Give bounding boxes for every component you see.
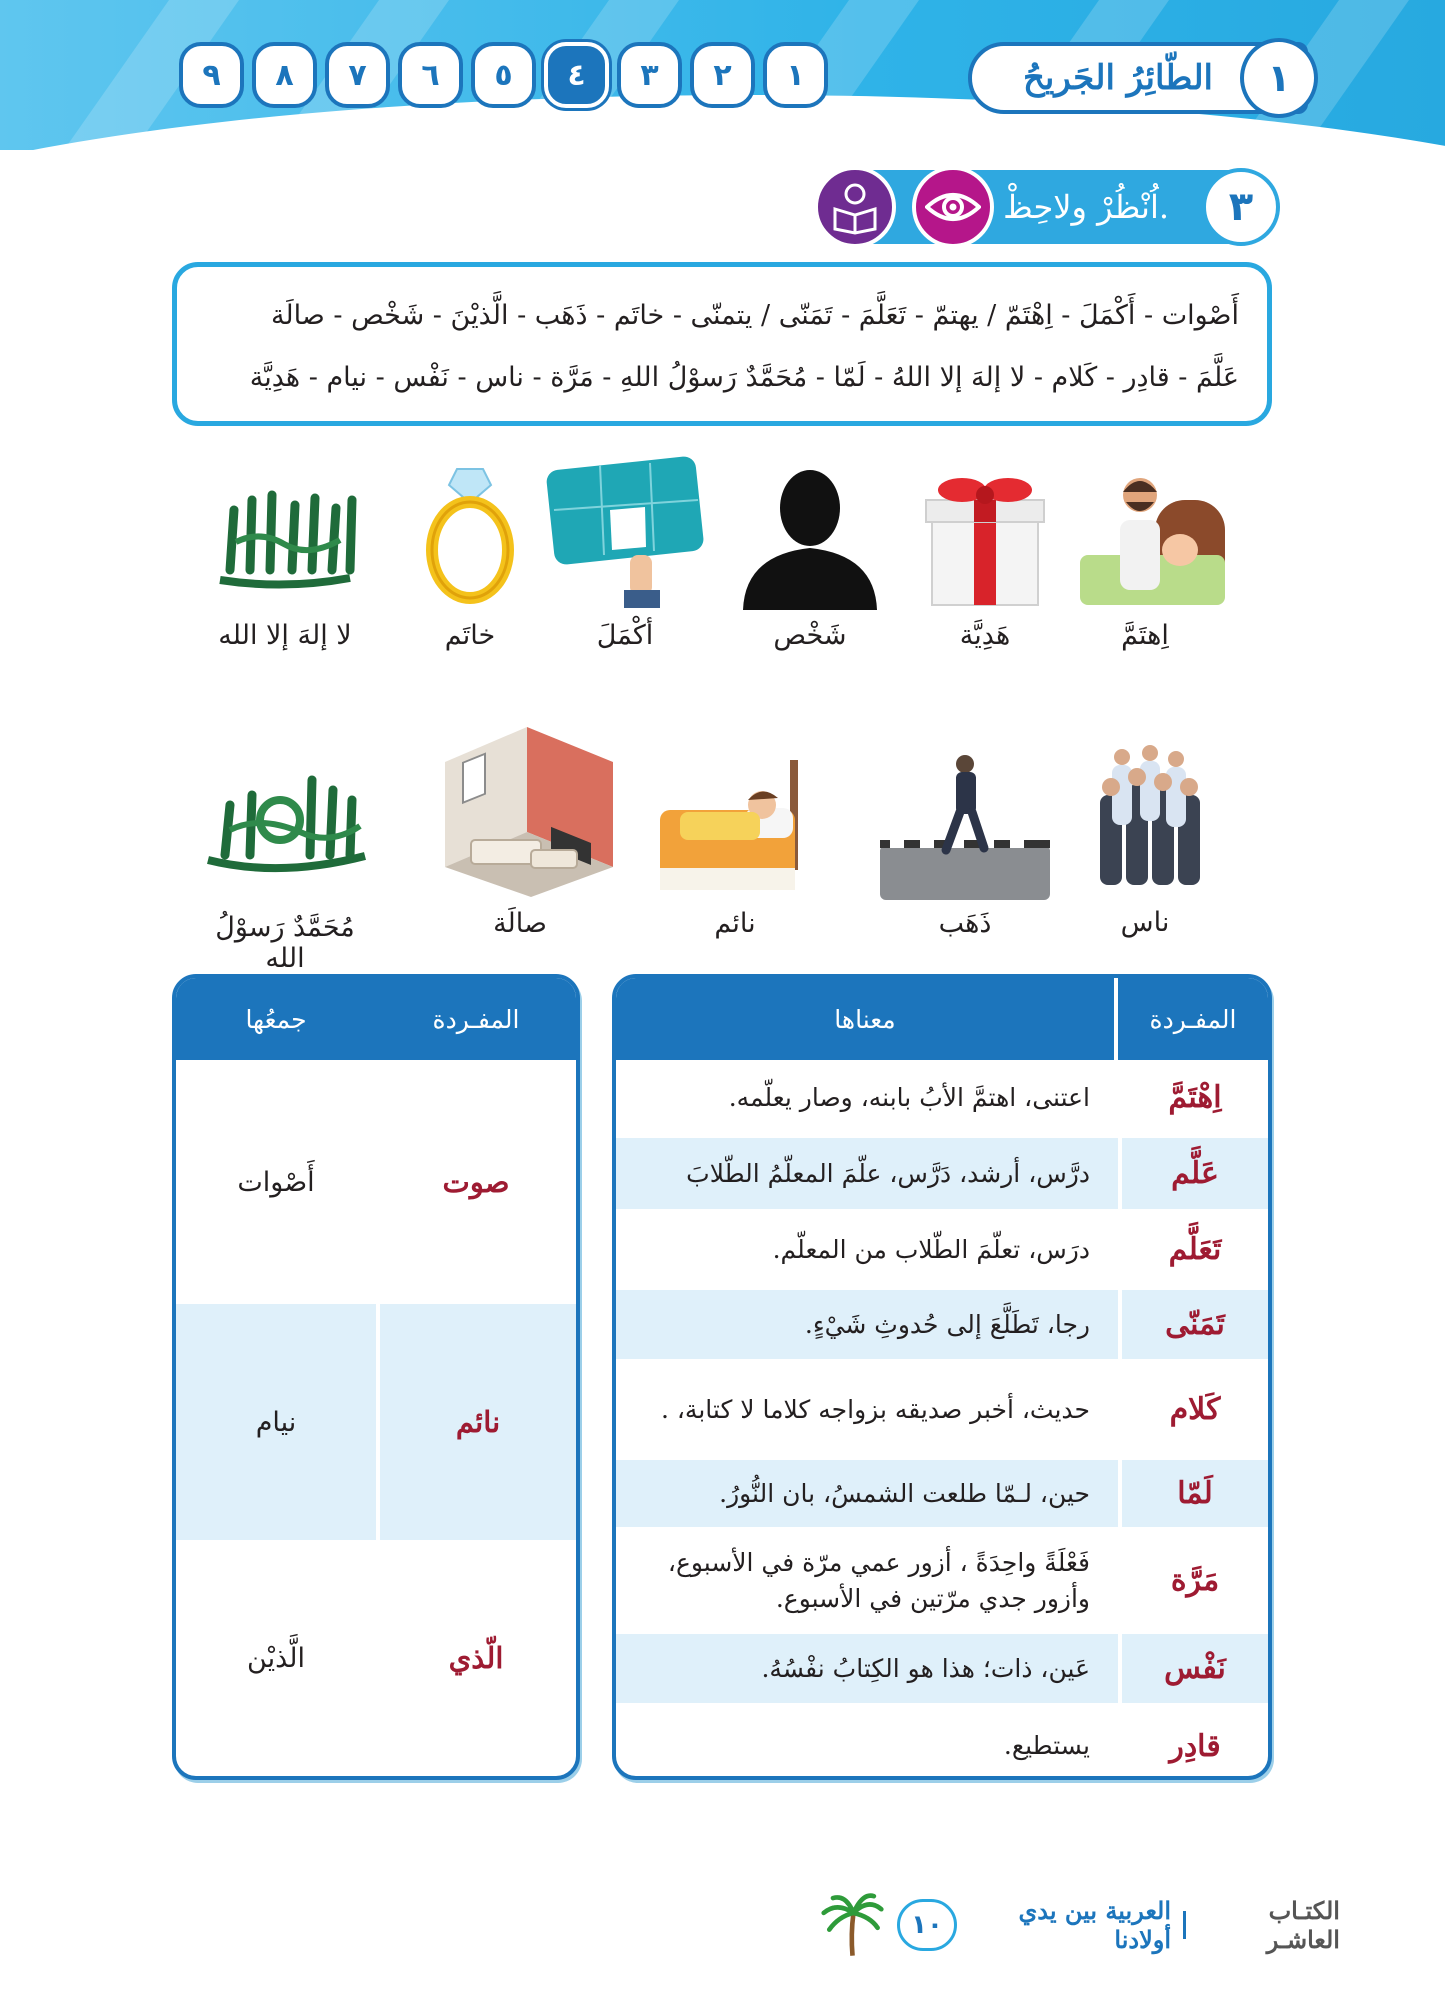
lesson-pill-8[interactable]: ٨ [252, 42, 317, 108]
vocab-word: تَعَلَّم [1118, 1212, 1268, 1287]
vocab-meaning: فَعْلَةً واحِدَةً ، أزور عمي مرّة في الأسبوع، وأزور جدي مرّتين في الأسبوع. [667, 1547, 1090, 1613]
table-row [616, 1212, 1268, 1290]
singular-word: صوت [442, 1165, 510, 1199]
table-row [616, 1530, 1268, 1634]
vocab-meaning: عَين، ذات؛ هذا هو الكِتابُ نفْسُهُ. [761, 1653, 1090, 1683]
picture-card [435, 722, 605, 960]
caring-father-icon [1060, 460, 1230, 610]
table-row [176, 1540, 576, 1776]
single-column-header: المفـردة [432, 1004, 520, 1034]
vocab-word: عَلَّم [1118, 1138, 1268, 1209]
plural-word: نيام [255, 1406, 297, 1438]
muhammad-calligraphy-icon [190, 760, 380, 890]
lesson-pill-6[interactable]: ٦ [398, 42, 463, 108]
reading-child-icon [814, 166, 896, 248]
book-title: العربية بين يدي أولادنا [1018, 1896, 1172, 1954]
vocab-word: نَفْس [1118, 1634, 1268, 1703]
meaning-table-header [616, 978, 1268, 1060]
picture-card [200, 470, 370, 690]
singular-word: نائم [376, 1304, 576, 1540]
shahada-calligraphy-icon [200, 470, 370, 600]
lesson-pill-1[interactable]: ١ [763, 42, 828, 108]
vocabulary-box [172, 262, 1272, 426]
table-row [616, 1138, 1268, 1212]
picture-caption: نائم [714, 908, 756, 939]
meaning-column-header: معناها [834, 1004, 896, 1034]
vocabulary-line-1: أَصْوات - أَكْمَلَ - اِهْتَمّ / يهتمّ - تَعَلَّمَ - تَمَنّى / يتمنّى - خاتَم - ذَهَب - الَّذيْنَ - شَخْص - صالَة [270, 300, 1239, 331]
living-room-icon [435, 722, 620, 897]
vocab-meaning: يستطيع. [1003, 1731, 1090, 1760]
vocab-meaning: حين، لـمّا طلعت الشمسُ، بان النُّورُ. [719, 1478, 1090, 1508]
picture-caption: خاتَم [444, 620, 496, 651]
picture-card [725, 460, 895, 690]
vocab-word: قادِر [1118, 1706, 1268, 1780]
vocab-word: لَمّا [1118, 1460, 1268, 1527]
picture-card [900, 460, 1070, 690]
vocab-meaning: رجا، تَطَلَّعَ إلى حُدوثِ شَيْءٍ. [804, 1309, 1090, 1339]
picture-caption: شَخْص [773, 620, 847, 651]
section-number: ٣ [1202, 168, 1280, 246]
vocab-word: تَمَنّى [1118, 1290, 1268, 1359]
page-footer [820, 1895, 1340, 1955]
sleeping-boy-icon [650, 750, 820, 900]
lesson-title: الطّائِرُ الجَريحُ [1022, 58, 1214, 98]
eye-icon [912, 166, 994, 248]
person-silhouette-icon [725, 460, 895, 610]
picture-caption: أكْمَلَ [596, 620, 654, 651]
table-row [616, 1706, 1268, 1780]
table-row [616, 1460, 1268, 1530]
singular-word: الّذي [448, 1641, 504, 1675]
people-group-icon [1060, 745, 1230, 895]
vocab-word: كَلام [1118, 1362, 1268, 1457]
footer-divider [1183, 1911, 1186, 1939]
lesson-pill-3[interactable]: ٣ [617, 42, 682, 108]
table-row [616, 1290, 1268, 1362]
lesson-navigation [168, 42, 828, 108]
lesson-pill-7[interactable]: ٧ [325, 42, 390, 108]
picture-card [385, 455, 555, 690]
vocabulary-line-2: عَلَّمَ - قادِر - كَلام - لا إلهَ إلا اللهُ - لَمّا - مُحَمَّدٌ رَسوْلُ اللهِ - مَرَّة - ناس - نَفْس - نيام - هَدِيَّة [249, 362, 1239, 393]
lesson-pill-5[interactable]: ٥ [471, 42, 536, 108]
picture-card [880, 750, 1050, 960]
lesson-pill-4[interactable]: ٤ [544, 42, 609, 108]
picture-caption: هَدِيَّة [959, 620, 1011, 651]
plural-word: أَصْوات [237, 1166, 315, 1198]
picture-card [540, 455, 710, 690]
lesson-pill-9[interactable]: ٩ [179, 42, 244, 108]
picture-caption: ناس [1120, 907, 1170, 938]
picture-caption: اِهتَمَّ [1121, 620, 1169, 651]
picture-card [1060, 745, 1230, 960]
book-level: الكتـاب العاشـر [1266, 1896, 1340, 1954]
walking-man-icon [880, 750, 1050, 900]
section-title: اُنْظُرْ ولاحِظْ. [1003, 188, 1169, 226]
meaning-table [612, 974, 1272, 1780]
picture-caption: ذَهَب [938, 908, 992, 939]
vocab-meaning: درَّس، أرشد، دَرَّس، علّمَ المعلّمُ الطّلابَ [686, 1158, 1090, 1188]
word-column-header: المفـردة [1149, 1004, 1237, 1034]
plural-table [172, 974, 580, 1780]
table-row [176, 1060, 576, 1304]
table-row [176, 1304, 576, 1540]
table-row [616, 1362, 1268, 1460]
lesson-number: ١ [1240, 38, 1318, 118]
page-number: ١٠ [897, 1899, 957, 1951]
vocab-meaning: اعتنى، اهتمَّ الأبُ بابنه، وصار يعلّمه. [728, 1082, 1090, 1112]
vocab-meaning: درَس، تعلّمَ الطّلاب من المعلّم. [772, 1234, 1090, 1264]
plural-column-header: جمعُها [245, 1004, 307, 1034]
picture-caption: صالَة [493, 908, 547, 939]
ring-icon [385, 455, 555, 610]
picture-caption: مُحَمَّدٌ رَسوْلُ الله [215, 912, 355, 974]
table-row [616, 1634, 1268, 1706]
palm-tree-icon [820, 1890, 885, 1960]
gift-box-icon [900, 460, 1070, 610]
vocab-word: اِهْتَمَّ [1118, 1060, 1268, 1135]
vocab-word: مَرَّة [1118, 1530, 1268, 1631]
plural-word: الَّذيْن [247, 1642, 305, 1674]
plural-table-header [176, 978, 576, 1060]
vocab-meaning: حديث، أخبر صديقه بزواجه كلاما لا كتابة، . [660, 1394, 1090, 1424]
lesson-pill-2[interactable]: ٢ [690, 42, 755, 108]
picture-caption: لا إلهَ إلا الله [218, 620, 352, 651]
picture-card [650, 750, 820, 960]
table-row [616, 1060, 1268, 1138]
picture-card [1060, 460, 1230, 690]
puzzle-icon [540, 455, 710, 610]
picture-card [200, 760, 370, 974]
